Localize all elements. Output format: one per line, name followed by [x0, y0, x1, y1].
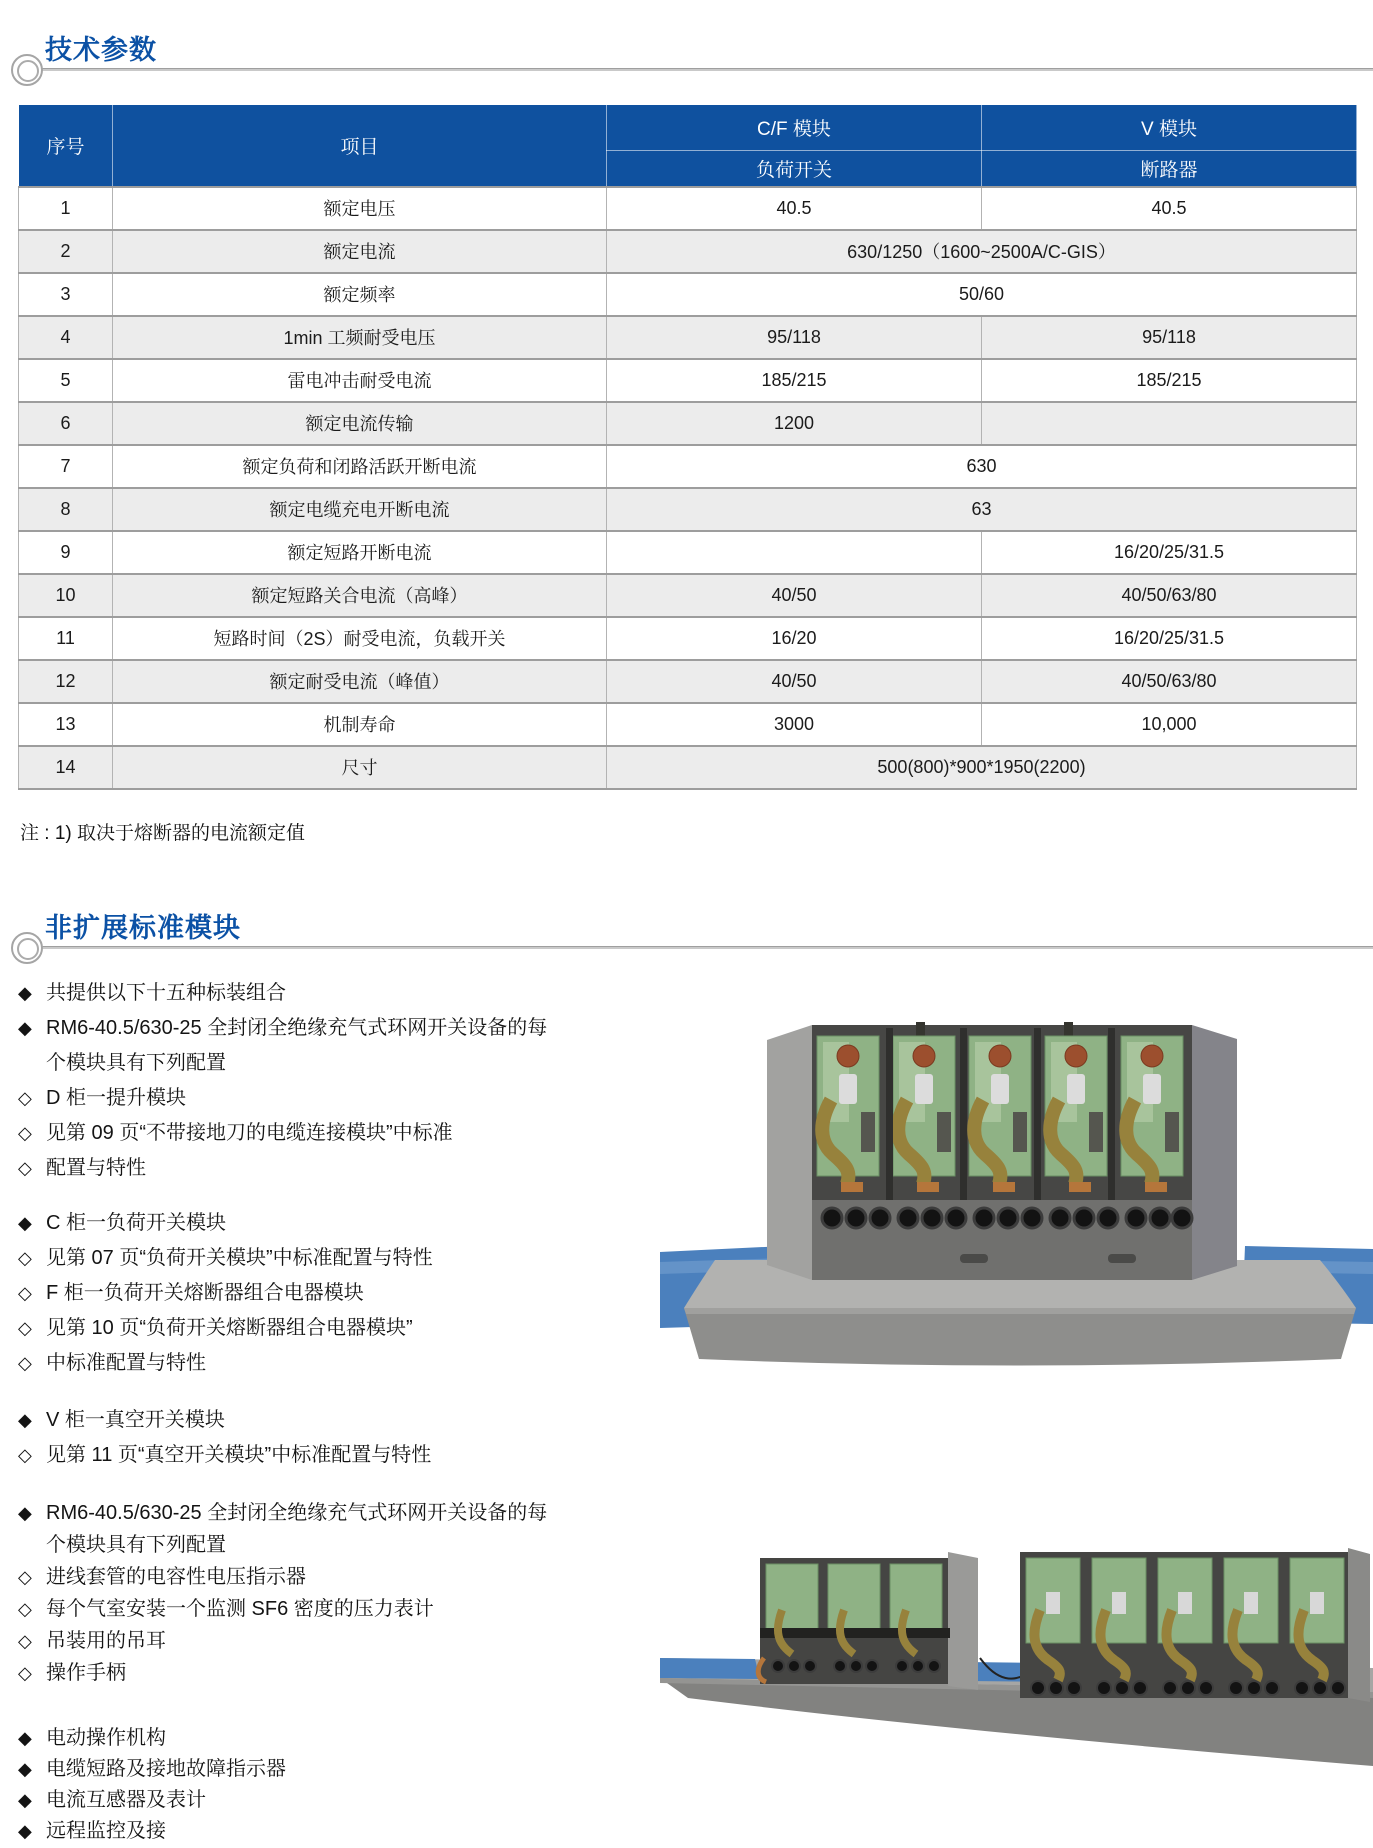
list-item: ◇ F 柜一负荷开关熔断器组合电器模块 [18, 1276, 578, 1311]
v-value-cell: 10,000 [982, 703, 1357, 746]
diamond-filled-icon: ◆ [18, 1728, 32, 1748]
cf-value-cell [607, 531, 982, 574]
v-value-cell: 185/215 [982, 359, 1357, 402]
row-no-cell: 5 [19, 359, 113, 402]
diamond-filled-icon: ◆ [18, 1821, 32, 1841]
list-item: ◇ 每个气室安装一个监测 SF6 密度的压力表计 [18, 1593, 578, 1625]
v-value-cell: 40/50/63/80 [982, 574, 1357, 617]
diamond-hollow-icon: ◇ [18, 1158, 32, 1178]
row-no-cell: 11 [19, 617, 113, 660]
row-no-cell: 13 [19, 703, 113, 746]
table-row [19, 187, 1357, 230]
item-cell: 额定短路开断电流 [113, 531, 607, 574]
cf-value-cell: 40.5 [607, 187, 982, 230]
diamond-filled-icon: ◆ [18, 1410, 32, 1430]
table-footnote: 注 : 1) 取决于熔断器的电流额定值 [20, 823, 306, 844]
merged-value-cell: 500(800)*900*1950(2200) [607, 746, 1357, 789]
list-item: ◇ 见第 11 页“真空开关模块”中标准配置与特性 [18, 1438, 578, 1473]
diamond-hollow-icon: ◇ [18, 1663, 32, 1683]
item-cell: 额定电缆充电开断电流 [113, 488, 607, 531]
bullet-group-5 [18, 1723, 578, 1847]
v-value-cell: 40.5 [982, 187, 1357, 230]
v-value-cell: 95/118 [982, 316, 1357, 359]
section-header-tech-params [0, 28, 1373, 88]
section-divider-line [28, 946, 1373, 949]
switch-modules [817, 1036, 1183, 1192]
left-module-group [758, 1552, 978, 1690]
table-row [19, 402, 1357, 445]
diamond-filled-icon: ◆ [18, 983, 32, 1003]
section-title: 非扩展标准模块 [45, 913, 241, 943]
diamond-hollow-icon: ◇ [18, 1631, 32, 1651]
spec-table [18, 104, 1357, 790]
list-item: ◇ 中标准配置与特性 [18, 1346, 578, 1381]
item-cell: 额定负荷和闭路活跃开断电流 [113, 445, 607, 488]
row-no-cell: 7 [19, 445, 113, 488]
table-row [19, 445, 1357, 488]
list-item: ◆ 电流互感器及表计 [18, 1785, 578, 1816]
item-cell: 额定频率 [113, 273, 607, 316]
diamond-filled-icon: ◆ [18, 1503, 32, 1523]
cf-value-cell: 3000 [607, 703, 982, 746]
row-no-cell: 12 [19, 660, 113, 703]
list-item: 个模块具有下列配置 [18, 1046, 578, 1081]
merged-value-cell: 630/1250（1600~2500A/C-GIS） [607, 230, 1357, 273]
row-no-cell: 9 [19, 531, 113, 574]
v-value-cell: 16/20/25/31.5 [982, 531, 1357, 574]
cf-value-cell: 40/50 [607, 574, 982, 617]
list-item: ◇ 操作手柄 [18, 1657, 578, 1689]
header-col-v-module: V 模块 [982, 105, 1357, 151]
row-no-cell: 8 [19, 488, 113, 531]
diamond-hollow-icon: ◇ [18, 1567, 32, 1587]
cabinet [767, 1022, 1237, 1280]
list-item: ◇ 见第 09 页“不带接地刀的电缆连接模块”中标准 [18, 1116, 578, 1151]
section-marker-icon [11, 54, 43, 86]
table-row [19, 359, 1357, 402]
list-item: ◆ 电缆短路及接地故障指示器 [18, 1754, 578, 1785]
diamond-hollow-icon: ◇ [18, 1123, 32, 1143]
list-item: ◇ D 柜一提升模块 [18, 1081, 578, 1116]
v-value-cell: 40/50/63/80 [982, 660, 1357, 703]
section-title: 技术参数 [45, 35, 157, 65]
bullet-group-1 [18, 976, 578, 1186]
section-header-standard-modules [0, 906, 1373, 966]
table-row [19, 574, 1357, 617]
cf-value-cell: 16/20 [607, 617, 982, 660]
table-row [19, 531, 1357, 574]
list-item: ◇ 见第 10 页“负荷开关熔断器组合电器模块” [18, 1311, 578, 1346]
diamond-hollow-icon: ◇ [18, 1599, 32, 1619]
row-no-cell: 10 [19, 574, 113, 617]
header-col-item: 项目 [113, 105, 607, 187]
item-cell: 额定电流传输 [113, 402, 607, 445]
cf-value-cell: 40/50 [607, 660, 982, 703]
item-cell: 尺寸 [113, 746, 607, 789]
merged-value-cell: 63 [607, 488, 1357, 531]
diamond-hollow-icon: ◇ [18, 1353, 32, 1373]
row-no-cell: 3 [19, 273, 113, 316]
item-cell: 雷电冲击耐受电流 [113, 359, 607, 402]
header-col-no: 序号 [19, 105, 113, 187]
item-cell: 额定电流 [113, 230, 607, 273]
list-item: 个模块具有下列配置 [18, 1529, 578, 1561]
item-cell: 额定耐受电流（峰值） [113, 660, 607, 703]
diamond-filled-icon: ◆ [18, 1759, 32, 1779]
row-no-cell: 4 [19, 316, 113, 359]
right-module-group [1020, 1548, 1370, 1702]
header-col-cf-module: C/F 模块 [607, 105, 982, 151]
cf-value-cell: 1200 [607, 402, 982, 445]
table-row [19, 230, 1357, 273]
table-row [19, 703, 1357, 746]
diamond-filled-icon: ◆ [18, 1213, 32, 1233]
merged-value-cell: 630 [607, 445, 1357, 488]
list-item: ◇ 吊装用的吊耳 [18, 1625, 578, 1657]
list-item: ◇ 配置与特性 [18, 1151, 578, 1186]
item-cell: 额定短路关合电流（高峰） [113, 574, 607, 617]
list-item: ◆ 共提供以下十五种标装组合 [18, 976, 578, 1011]
row-no-cell: 1 [19, 187, 113, 230]
bullet-group-2 [18, 1206, 578, 1381]
bullet-group-3 [18, 1403, 578, 1473]
table-row [19, 617, 1357, 660]
list-item: ◇ 见第 07 页“负荷开关模块”中标准配置与特性 [18, 1241, 578, 1276]
list-item: ◆ 远程监控及接 [18, 1816, 578, 1847]
row-no-cell: 6 [19, 402, 113, 445]
row-no-cell: 2 [19, 230, 113, 273]
cable-bushings [822, 1208, 1192, 1228]
list-item: ◆ RM6-40.5/630-25 全封闭全绝缘充气式环网开关设备的每 [18, 1497, 578, 1529]
list-item: ◆ V 柜一真空开关模块 [18, 1403, 578, 1438]
v-value-cell: 16/20/25/31.5 [982, 617, 1357, 660]
header-sub-load-switch: 负荷开关 [607, 151, 982, 187]
section-marker-icon [11, 932, 43, 964]
item-cell: 1min 工频耐受电压 [113, 316, 607, 359]
item-cell: 短路时间（2S）耐受电流，负载开关 [113, 617, 607, 660]
cf-value-cell: 185/215 [607, 359, 982, 402]
diamond-hollow-icon: ◇ [18, 1445, 32, 1465]
list-item: ◆ RM6-40.5/630-25 全封闭全绝缘充气式环网开关设备的每 [18, 1011, 578, 1046]
list-item: ◆ 电动操作机构 [18, 1723, 578, 1754]
bullet-lists [18, 976, 578, 1847]
list-item: ◆ C 柜一负荷开关模块 [18, 1206, 578, 1241]
diamond-hollow-icon: ◇ [18, 1248, 32, 1268]
diamond-hollow-icon: ◇ [18, 1283, 32, 1303]
merged-value-cell: 50/60 [607, 273, 1357, 316]
table-row [19, 660, 1357, 703]
diamond-hollow-icon: ◇ [18, 1318, 32, 1338]
diamond-filled-icon: ◆ [18, 1018, 32, 1038]
no-marker [18, 1529, 46, 1561]
v-value-cell [982, 402, 1357, 445]
equipment-photo-switchgear-open [660, 1022, 1373, 1367]
bullet-group-4 [18, 1497, 578, 1689]
cf-value-cell: 95/118 [607, 316, 982, 359]
table-row [19, 488, 1357, 531]
table-row [19, 316, 1357, 359]
table-row [19, 273, 1357, 316]
list-item: ◇ 进线套管的电容性电压指示器 [18, 1561, 578, 1593]
table-row [19, 746, 1357, 789]
section-divider-line [28, 68, 1373, 71]
no-marker [18, 1046, 46, 1081]
row-no-cell: 14 [19, 746, 113, 789]
equipment-photo-module-row [660, 1540, 1373, 1792]
header-sub-breaker: 断路器 [982, 151, 1357, 187]
diamond-filled-icon: ◆ [18, 1790, 32, 1810]
item-cell: 机制寿命 [113, 703, 607, 746]
item-cell: 额定电压 [113, 187, 607, 230]
diamond-hollow-icon: ◇ [18, 1088, 32, 1108]
